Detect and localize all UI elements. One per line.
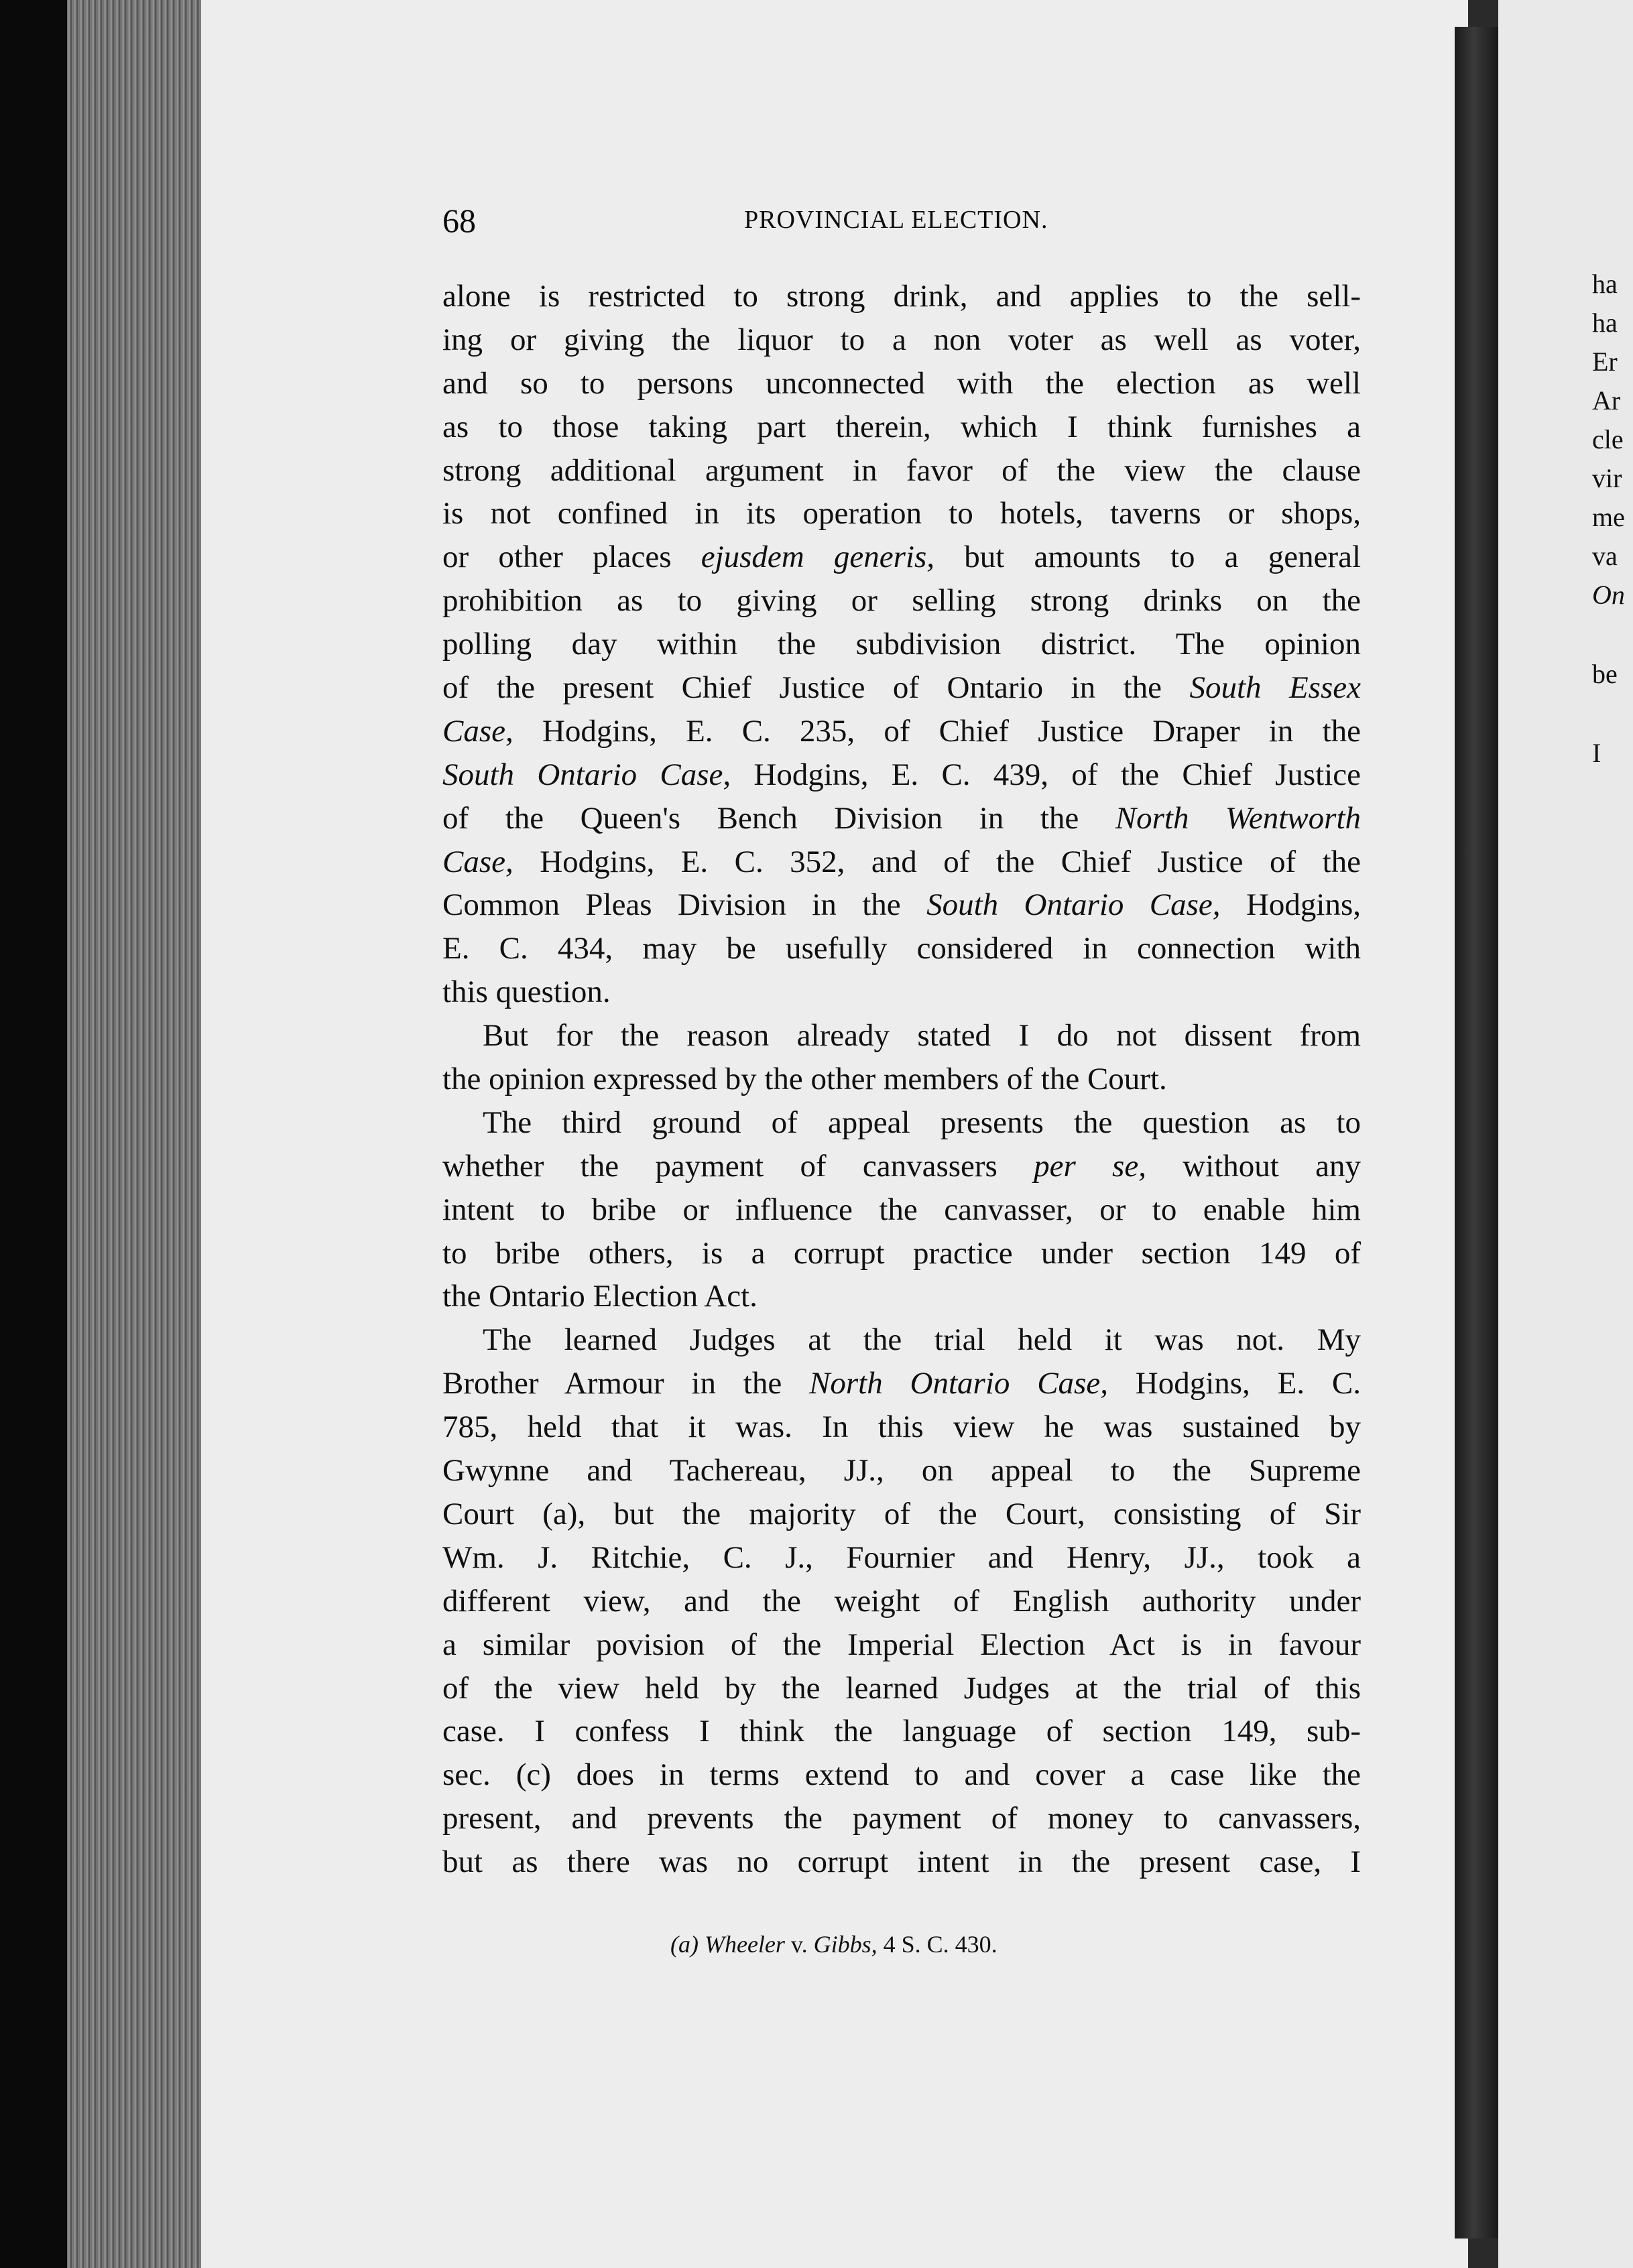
facing-line-fragment: Er	[1592, 346, 1618, 377]
text-run: Hodgins, E. C.	[1107, 1366, 1361, 1401]
italic-run: Case,	[442, 713, 513, 749]
text-line: polling day within the subdivision district. The opinion	[442, 627, 1361, 662]
text-run: or other places	[442, 540, 701, 575]
italic-run: North Wentworth	[1115, 800, 1361, 836]
facing-page	[1498, 0, 1633, 2268]
text-line: but as there was no corrupt intent in the present case, I	[442, 1844, 1361, 1880]
text-line: But for the reason already stated I do not dissent from	[483, 1018, 1361, 1054]
text-line: the opinion expressed by the other members of the Court.	[442, 1062, 1167, 1097]
text-line: The learned Judges at the trial held it was not. My	[483, 1322, 1361, 1358]
italic-run: North Ontario Case,	[809, 1366, 1108, 1401]
italic-run: South Ontario Case,	[926, 887, 1221, 923]
text-line: ing or giving the liquor to a non voter as well as voter,	[442, 322, 1361, 357]
body-text	[442, 275, 1381, 1884]
facing-line-fragment: I	[1592, 738, 1601, 768]
text-run: Brother Armour in the	[442, 1366, 810, 1401]
text-line: 785, held that it was. In this view he was sustained by	[442, 1409, 1361, 1445]
text-line: E. C. 434, may be usefully considered in connection with	[442, 931, 1361, 966]
text-line	[442, 797, 1361, 840]
text-line: intent to bribe or influence the canvasser, or to enable him	[442, 1192, 1361, 1227]
text-line	[442, 710, 1361, 753]
facing-line-fragment: vir	[1592, 463, 1622, 493]
italic-run: per se,	[1034, 1148, 1146, 1184]
text-line: this question.	[442, 974, 611, 1010]
text-line: of the view held by the learned Judges at the trial of this	[442, 1670, 1361, 1706]
facing-line-fragment: va	[1592, 541, 1618, 571]
page-stack-edges	[67, 0, 208, 2268]
italic-run: ejusdem generis,	[701, 540, 935, 575]
page-number: 68	[442, 202, 476, 239]
text-line	[442, 666, 1361, 710]
footnote-citation: 4 S. C. 430.	[877, 1931, 997, 1958]
text-line: the Ontario Election Act.	[442, 1279, 758, 1314]
italic-run: South Essex	[1189, 670, 1361, 706]
text-line: and so to persons unconnected with the election as well	[442, 365, 1361, 401]
page-header-title: PROVINCIAL ELECTION.	[744, 206, 1048, 234]
facing-line-fragment: On	[1592, 580, 1625, 610]
facing-line-fragment: me	[1592, 502, 1625, 532]
text-line: Wm. J. Ritchie, C. J., Fournier and Henry, JJ., took a	[442, 1539, 1361, 1575]
text-run: Hodgins, E. C. 352, and of the Chief Justice of the	[513, 844, 1361, 879]
text-run: whether the payment of canvassers	[442, 1148, 1034, 1184]
text-line	[442, 883, 1361, 927]
text-line: to bribe others, is a corrupt practice under section 149 of	[442, 1235, 1361, 1271]
footnote-versus: v.	[784, 1931, 814, 1958]
text-line	[442, 1145, 1361, 1188]
text-line: alone is restricted to strong drink, and applies to the sell-	[442, 279, 1361, 314]
text-run: but amounts to a general	[934, 540, 1361, 575]
text-line: prohibition as to giving or selling strong drinks on the	[442, 583, 1361, 619]
text-line: The third ground of appeal presents the question as to	[483, 1105, 1361, 1140]
gutter-shadow	[1455, 27, 1502, 2239]
text-run: of the Queen's Bench Division in the	[442, 800, 1115, 836]
footnote-party: Gibbs,	[813, 1931, 878, 1958]
text-run: Hodgins, E. C. 235, of Chief Justice Draper in the	[513, 713, 1361, 749]
text-line: Court (a), but the majority of the Court, consisting of Sir	[442, 1496, 1361, 1531]
facing-line-fragment: be	[1592, 659, 1618, 689]
footnote-marker: (a)	[670, 1931, 699, 1958]
text-line	[442, 753, 1361, 797]
text-line: a similar povision of the Imperial Election Act is in favour	[442, 1627, 1361, 1662]
text-line	[442, 1362, 1361, 1405]
text-run: Hodgins,	[1220, 887, 1361, 923]
text-line: different view, and the weight of English authority under	[442, 1583, 1361, 1619]
facing-line-fragment: ha	[1592, 269, 1618, 299]
text-line: strong additional argument in favor of the view the clause	[442, 452, 1361, 488]
text-line: present, and prevents the payment of money to canvassers,	[442, 1801, 1361, 1836]
text-run: Hodgins, E. C. 439, of the Chief Justice	[731, 757, 1361, 792]
text-run: without any	[1146, 1148, 1361, 1184]
footnote	[670, 1930, 997, 1958]
text-run: of the present Chief Justice of Ontario in the	[442, 670, 1190, 706]
italic-run: South Ontario Case,	[442, 757, 731, 792]
italic-run: Case,	[442, 844, 513, 879]
text-line: Gwynne and Tachereau, JJ., on appeal to the Supreme	[442, 1453, 1361, 1489]
text-line	[442, 536, 1361, 579]
text-line: as to those taking part therein, which I think furnishes a	[442, 409, 1361, 444]
text-run: Common Pleas Division in the	[442, 887, 927, 923]
facing-line-fragment: Ar	[1592, 385, 1621, 416]
text-line	[442, 840, 1361, 884]
facing-line-fragment: cle	[1592, 424, 1624, 454]
text-line: is not confined in its operation to hotels, taverns or shops,	[442, 496, 1361, 531]
text-line: case. I confess I think the language of section 149, sub-	[442, 1714, 1361, 1749]
facing-line-fragment: ha	[1592, 308, 1618, 338]
footnote-case-name: Wheeler	[704, 1931, 785, 1958]
text-line: sec. (c) does in terms extend to and cover a case like the	[442, 1757, 1361, 1793]
